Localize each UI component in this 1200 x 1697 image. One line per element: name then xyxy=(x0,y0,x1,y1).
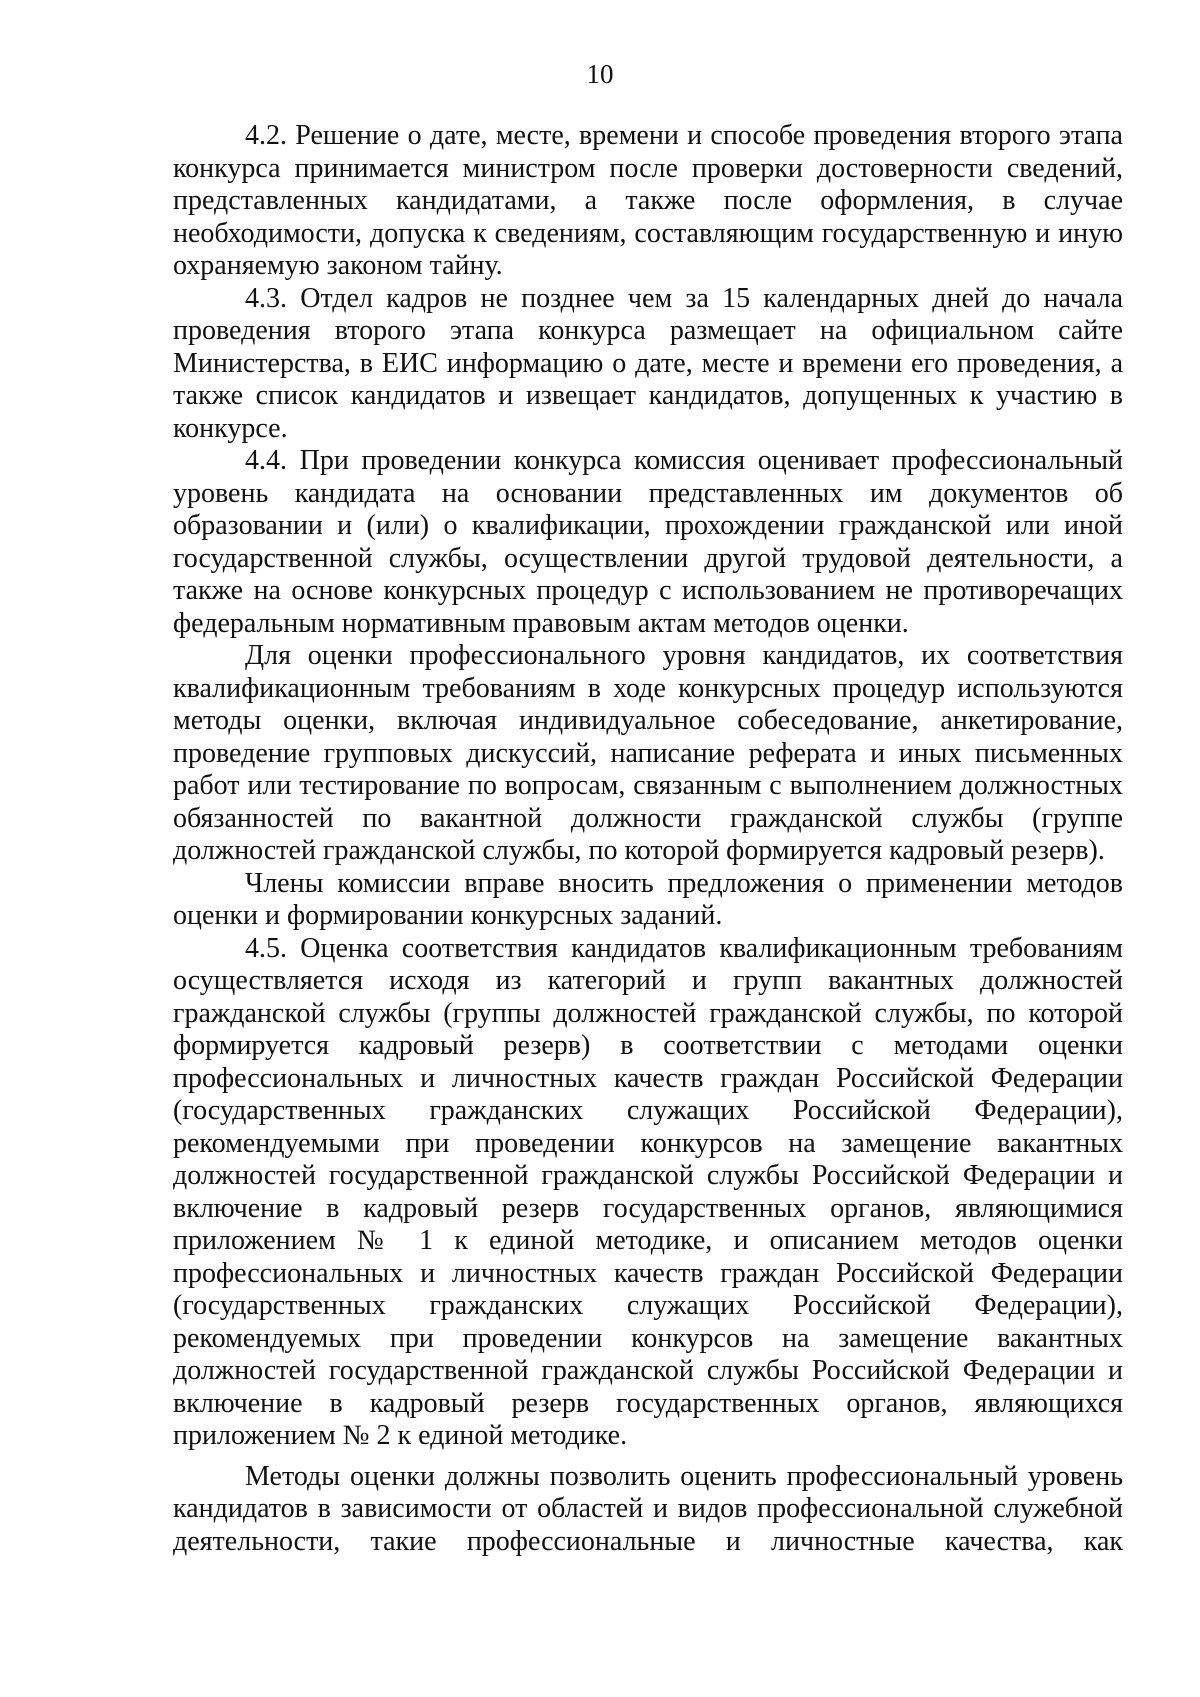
paragraph-commission-proposals: Члены комиссии вправе вносить предложения о применении методов оценки и формировании конкурсных заданий. xyxy=(173,867,1123,931)
paragraph-assessment-methods: Для оценки профессионального уровня кандидатов, их соответствия квалификационным требованиям в ходе конкурсных процедур используются методы оценки, включая индивидуальное собеседование, анкетирование, проведение групповых дискуссий, написание реферата и иных письменных работ или тестирование по вопросам, связанным с выполнением должностных обязанностей по вакантной должности гражданской службы (группе должностей гражданской службы, по которой формируется кадровый резерв). xyxy=(173,640,1123,866)
paragraph-methods-evaluation: Методы оценки должны позволить оценить профессиональный уровень кандидатов в зависимости от областей и видов профессиональной служебной деятельности, такие профессиональные и личностные качества, как xyxy=(173,1460,1123,1557)
document-body xyxy=(173,120,1123,1558)
page-number: 10 xyxy=(586,59,614,89)
paragraph-4-3: 4.3. Отдел кадров не позднее чем за 15 календарных дней до начала проведения второго этапа конкурса размещает на официальном сайте Министерства, в ЕИС информацию о дате, месте и времени его проведения, а также список кандидатов и извещает кандидатов, допущенных к участию в конкурсе. xyxy=(173,282,1123,444)
paragraph-4-2: 4.2. Решение о дате, месте, времени и способе проведения второго этапа конкурса принимается министром после проверки достоверности сведений, представленных кандидатами, а также после оформления, в случае необходимости, допуска к сведениям, составляющим государственную и иную охраняемую законом тайну. xyxy=(173,120,1123,281)
paragraph-4-5: 4.5. Оценка соответствия кандидатов квалификационным требованиям осуществляется исходя из категорий и групп вакантных должностей гражданской службы (группы должностей гражданской службы, по которой формируется кадровый резерв) в соответствии с методами оценки профессиональных и личностных качеств граждан Российской Федерации (государственных гражданских служащих Российской Федерации), рекомендуемыми при проведении конкурсов на замещение вакантных должностей государственной гражданской службы Российской Федерации и включение в кадровый резерв государственных органов, являющимися приложением № 1 к единой методике, и описанием методов оценки профессиональных и личностных качеств граждан Российской Федерации (государственных гражданских служащих Российской Федерации), рекомендуемых при проведении конкурсов на замещение вакантных должностей государственной гражданской службы Российской Федерации и включение в кадровый резерв государственных органов, являющихся приложением № 2 к единой методике. xyxy=(173,932,1123,1451)
paragraph-4-4: 4.4. При проведении конкурса комиссия оценивает профессиональный уровень кандидата на основании представленных им документов об образовании и (или) о квалификации, прохождении гражданской или иной государственной службы, осуществлении другой трудовой деятельности, а также на основе конкурсных процедур с использованием не противоречащих федеральным нормативным правовым актам методов оценки. xyxy=(173,445,1123,639)
